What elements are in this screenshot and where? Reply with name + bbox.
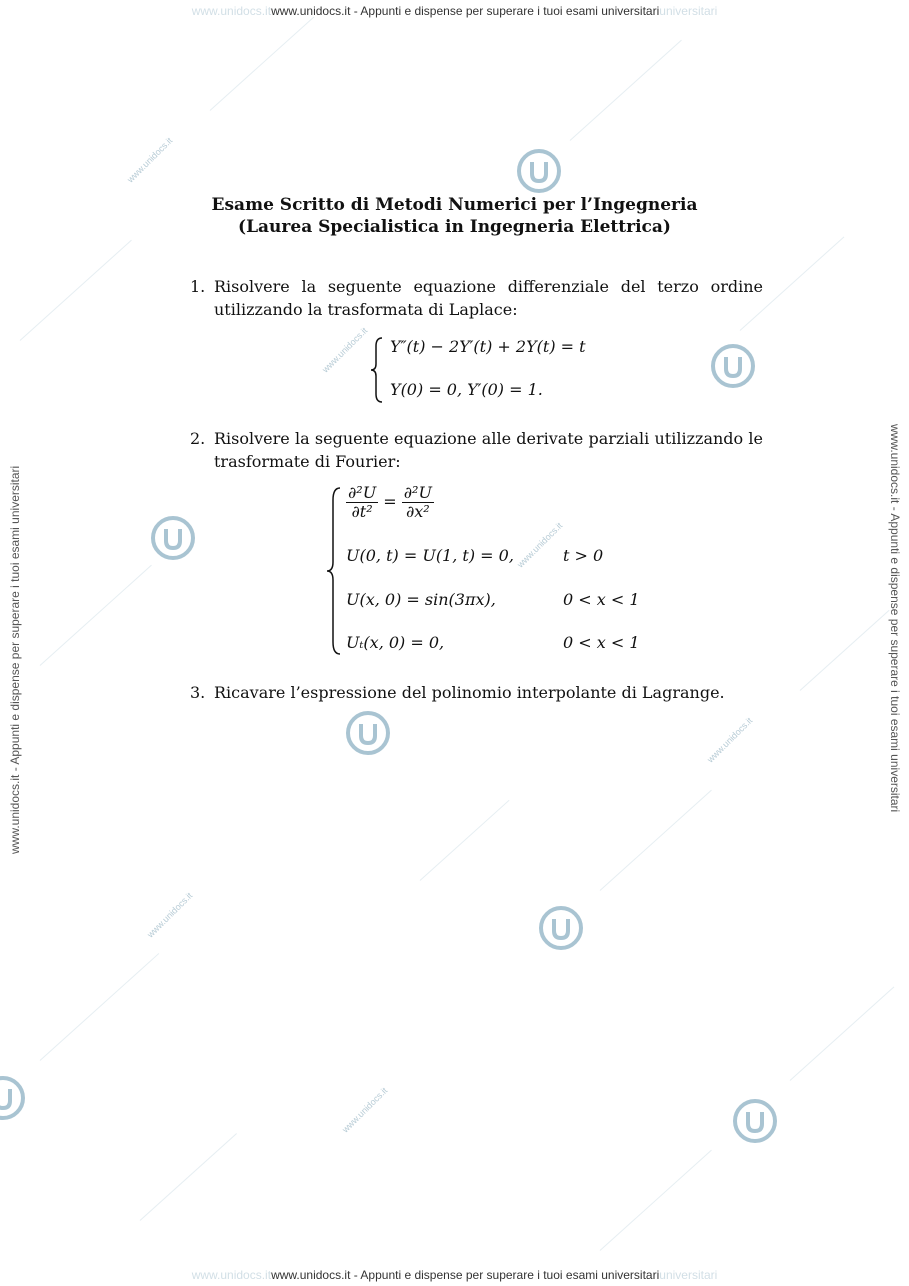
fraction-numerator: ∂²U <box>348 483 377 502</box>
exercise-text: Risolvere la seguente equazione differenziale del terzo ordine utilizzando la trasformata di Laplace: <box>214 277 763 319</box>
fraction-lhs <box>346 484 378 521</box>
boundary-condition: U(0, t) = U(1, t) = 0, <box>346 546 514 565</box>
fraction-denominator: ∂x² <box>405 502 430 521</box>
watermark-site-label: www.unidocs.it <box>125 135 175 185</box>
fraction-numerator: ∂²U <box>403 483 432 502</box>
unidocs-logo-icon <box>732 1098 778 1144</box>
boundary-condition-range: t > 0 <box>563 546 604 565</box>
exercise-number: 3. <box>190 683 206 702</box>
unidocs-logo-icon <box>516 148 562 194</box>
equals-sign: = <box>383 492 397 511</box>
unidocs-logo-icon <box>0 1075 26 1121</box>
watermark-site-label: www.unidocs.it <box>705 715 755 765</box>
exercise-text: Risolvere la seguente equazione alle derivate parziali utilizzando le trasformate di Fourier: <box>214 429 763 471</box>
watermark-right-side: www.unidocs.it - Appunti e dispense per superare i tuoi esami universitari <box>888 424 902 813</box>
pde-equation <box>346 484 434 521</box>
watermark-bottom-bar <box>0 1268 909 1282</box>
document-subtitle: (Laurea Specialistica in Ingegneria Elettrica) <box>238 217 671 237</box>
watermark-ghost-right: universitari <box>659 4 718 18</box>
unidocs-logo-icon <box>538 905 584 951</box>
watermark-site-label: www.unidocs.it <box>340 1085 390 1135</box>
exercise-item-2 <box>190 427 763 473</box>
watermark-top-bar <box>0 4 909 18</box>
exercise-item-3 <box>190 681 763 704</box>
exercise-text: Ricavare l’espressione del polinomio interpolante di Lagrange. <box>214 683 725 702</box>
unidocs-logo-icon <box>150 515 196 561</box>
initial-condition-u: U(x, 0) = sin(3πx), <box>346 590 496 609</box>
watermark-top-text: www.unidocs.it - Appunti e dispense per superare i tuoi esami universitari <box>271 4 660 18</box>
watermark-site-label: www.unidocs.it <box>515 520 565 570</box>
pde-brace-icon <box>326 486 342 656</box>
exercise-number: 2. <box>190 429 206 448</box>
system-brace-icon <box>370 336 384 404</box>
document-title: Esame Scritto di Metodi Numerici per l’Ingegneria <box>211 195 698 215</box>
fraction-denominator: ∂t² <box>351 502 373 521</box>
watermark-ghost-right: universitari <box>659 1268 718 1282</box>
ode-equation: Y″(t) − 2Y′(t) + 2Y(t) = t <box>390 337 586 356</box>
initial-condition-ut: Uₜ(x, 0) = 0, <box>346 633 445 652</box>
initial-condition-u-range: 0 < x < 1 <box>563 590 640 609</box>
initial-condition-ut-range: 0 < x < 1 <box>563 633 640 652</box>
watermark-site-label: www.unidocs.it <box>145 890 195 940</box>
watermark-bottom-text: www.unidocs.it - Appunti e dispense per superare i tuoi esami universitari <box>271 1268 660 1282</box>
fraction-rhs <box>402 484 434 521</box>
unidocs-logo-icon <box>710 343 756 389</box>
watermark-site-label: www.unidocs.it <box>320 325 370 375</box>
watermark-left-side: www.unidocs.it - Appunti e dispense per superare i tuoi esami universitari <box>8 465 22 854</box>
watermark-ghost-left: www.unidocs.it <box>191 4 272 18</box>
exercise-item-1 <box>190 275 763 321</box>
watermark-ghost-left: www.unidocs.it <box>191 1268 272 1282</box>
ode-initial-conditions: Y(0) = 0, Y′(0) = 1. <box>390 380 543 399</box>
unidocs-logo-icon <box>345 710 391 756</box>
exercise-number: 1. <box>190 277 206 296</box>
